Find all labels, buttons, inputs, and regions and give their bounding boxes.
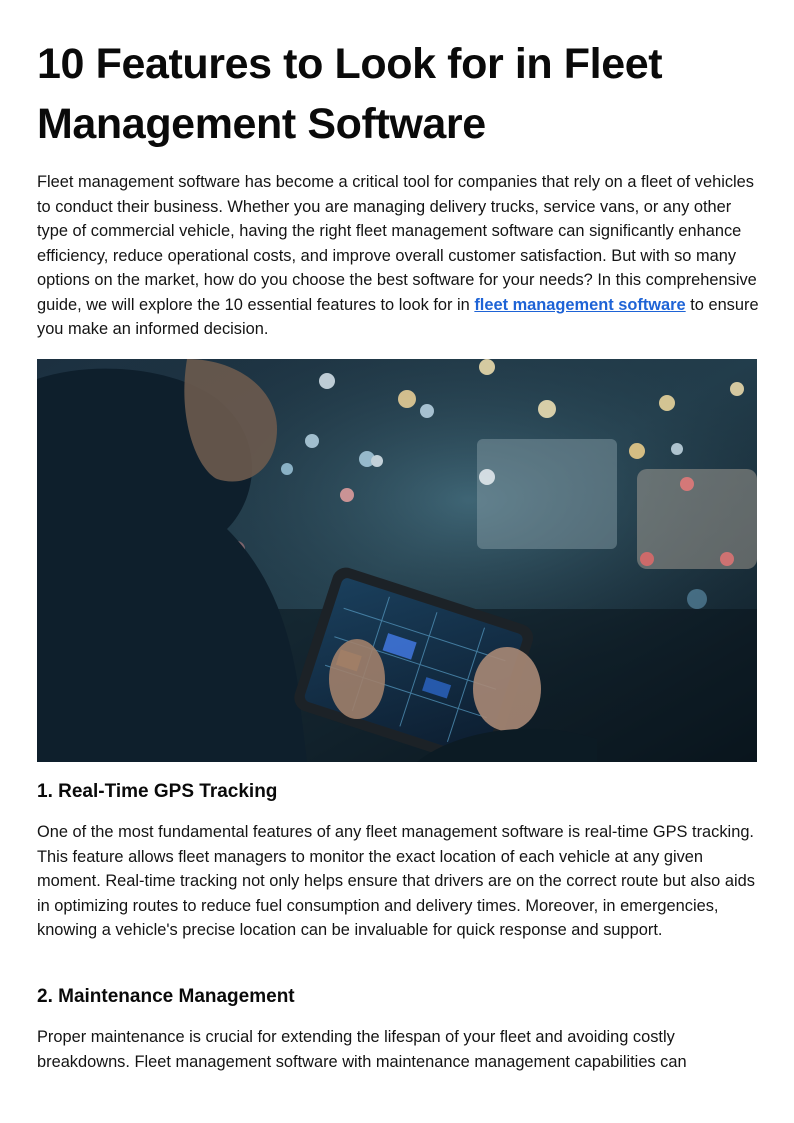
- section-heading-maintenance: 2. Maintenance Management: [37, 986, 295, 1007]
- intro-paragraph: [37, 170, 759, 342]
- section-body-maintenance: Proper maintenance is crucial for extending the lifespan of your fleet and avoiding costly breakdowns. Fleet management software with maintenance management capabilities can: [37, 1028, 687, 1071]
- section-heading-gps-tracking: 1. Real-Time GPS Tracking: [37, 781, 278, 802]
- fleet-software-link[interactable]: fleet management software: [474, 295, 686, 314]
- hero-photo-illustration: [37, 359, 757, 762]
- hero-image: [37, 359, 757, 762]
- section-body-gps-tracking: One of the most fundamental features of any fleet management software is real-time GPS tracking. This feature allows fleet managers to monitor the exact location of each vehicle at any given moment. Real-time tracking not only helps ensure that drivers are on the correct route but also aids in optimizing routes to reduce fuel consumption and delivery times. Moreover, in emergencies, knowing a vehicle's precise location can be invaluable for quick response and support.: [37, 823, 755, 939]
- intro-text: Fleet management software has become a critical tool for companies that rely on a fleet of vehicles to conduct their business. Whether you are managing delivery trucks, service vans, or any other type of commercial vehicle, having the right fleet management software can significantly enhance efficiency, reduce operational costs, and improve overall customer satisfaction. But with so many options on the market, how do you choose the best software for your needs? In this comprehensive guide, we will explore the 10 essential features to look for in: [37, 173, 757, 314]
- page-title: 10 Features to Look for in Fleet Management Software: [37, 40, 663, 148]
- intro-text-end: to ensure you make an informed decision.: [37, 295, 759, 338]
- article: [37, 34, 759, 1071]
